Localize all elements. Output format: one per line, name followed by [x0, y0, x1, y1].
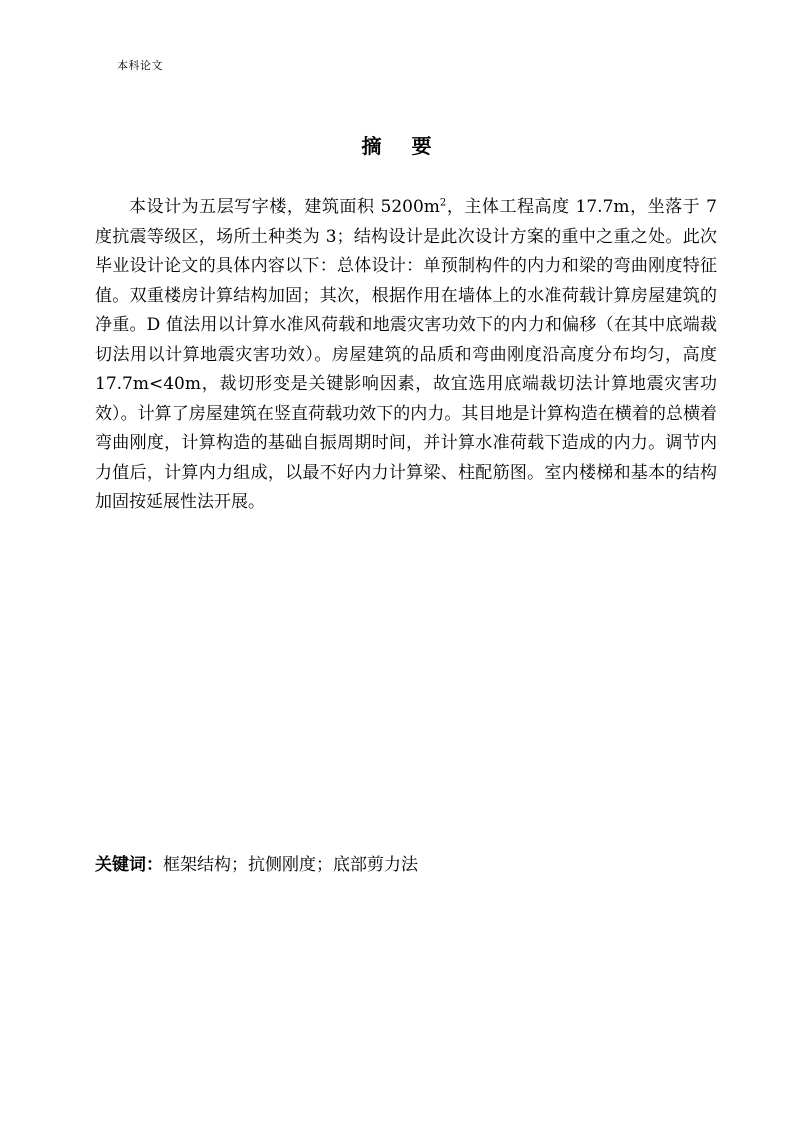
abstract-title: 摘要: [361, 134, 462, 158]
abstract-text-start: 本设计为五层写字楼，建筑面积 5200m: [129, 197, 440, 217]
keywords-label: 关键词：: [95, 855, 163, 875]
abstract-text-rest: ，主体工程高度 17.7m，坐落于 7 度抗震等级区，场所土种类为 3；结构设计是此次设计方案的重中之重之处。此次毕业设计论文的具体内容以下：总体设计：单预制构件的内力和梁的弯曲刚度特征值。双重楼房计算结构加固；其次，根据作用在墙体上的水准荷载计算房屋建筑的净重。D 值法用以计算水准风荷载和地震灾害功效下的内力和偏移（在其中底端裁切法用以计算地震灾害功效）。房屋建筑的品质和弯曲刚度沿高度分布均匀，高度 17.7m<40m，裁切形变是关键影响因素，故宜选用底端裁切法计算地震灾害功效）。计算了房屋建筑在竖直荷载功效下的内力。其目地是计算构造在横着的总横着弯曲刚度，计算构造的基础自振周期时间，并计算水准荷载下造成的内力。调节内力值后，计算内力组成，以最不好内力计算梁、柱配筋图。室内楼梯和基本的结构加固按延展性法开展。: [95, 197, 717, 512]
keywords-line: [95, 851, 418, 879]
area-unit-superscript: 2: [439, 197, 447, 209]
keywords-value: 框架结构；抗侧刚度；底部剪力法: [163, 855, 418, 875]
running-header: 本科论文: [117, 59, 163, 72]
abstract-body: [95, 193, 717, 518]
